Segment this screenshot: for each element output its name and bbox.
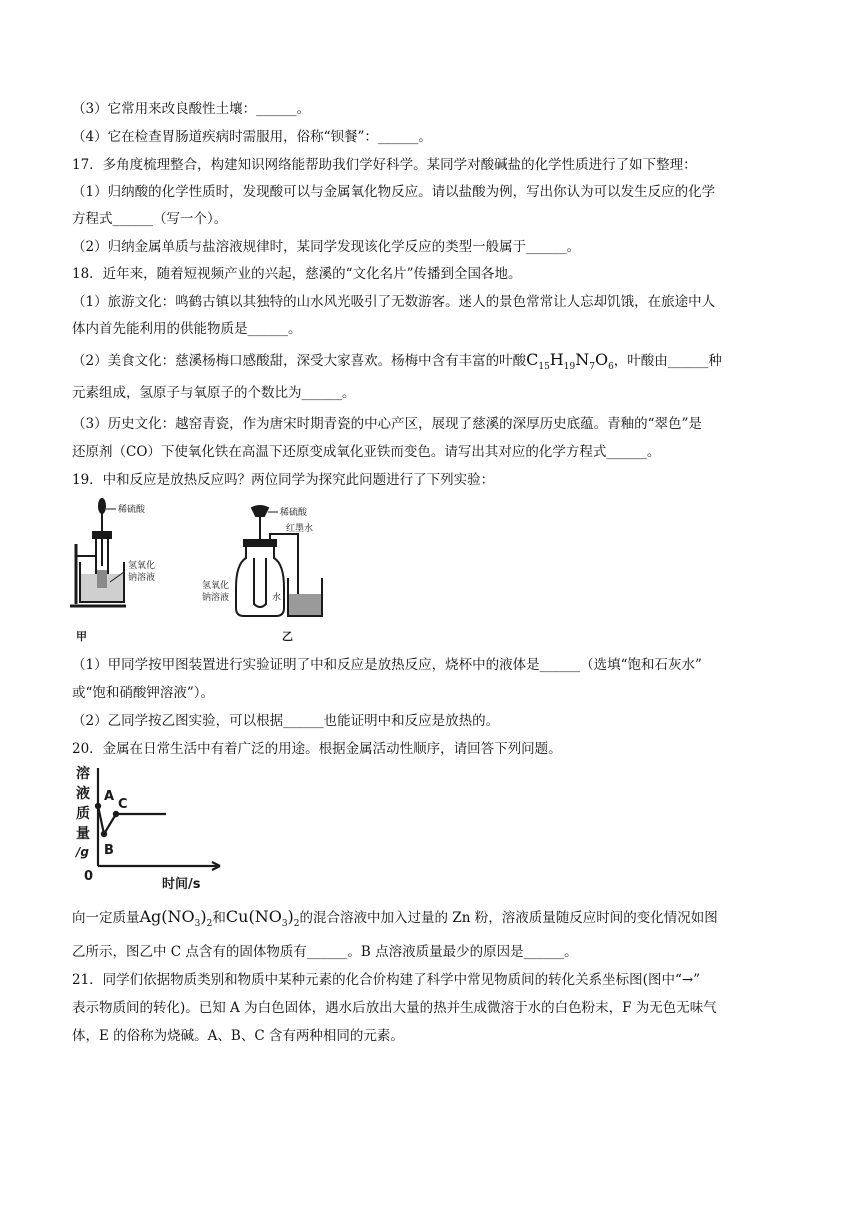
graph-label-b: B — [104, 843, 114, 858]
graph-y-label-1: 溶 — [76, 766, 90, 782]
cuno3-formula — [225, 907, 300, 930]
graph-point-b — [101, 831, 107, 837]
q20-text-b: 和 — [212, 910, 226, 926]
q18-part3-line1: （3）历史文化：越窑青瓷，作为唐宋时期青瓷的中心产区，展现了慈溪的深厚历史底蕴。青釉的“翠色”是 — [72, 416, 702, 432]
jia-caption: 甲 — [76, 630, 87, 642]
cuno3-open-paren: ( — [248, 907, 255, 926]
q17-part1-line2: 方程式______（写一个）。 — [72, 211, 228, 227]
q21-line1: 21．同学们依据物质类别和物质中某种元素的化合价构建了科学中常见物质间的转化关系坐标图(图中“→” — [72, 972, 701, 988]
q18-part1-line1: （1）旅游文化：鸣鹤古镇以其独特的山水风光吸引了无数游客。迷人的景色常常让人忘却饥饿，在旅途中人 — [72, 294, 716, 310]
q21-line2: 表示物质间的转化)。已知 A 为白色固体，遇水后放出大量的热并生成微溶于水的白色粉末，F 为无色无味气 — [72, 1000, 717, 1016]
graph-x-label: 时间/s — [162, 877, 201, 892]
q20-text-a: 向一定质量 — [72, 910, 140, 926]
cuno3-group: NO — [254, 907, 282, 926]
agno3-close-paren: ) — [200, 907, 207, 926]
formula-o-sub: 6 — [608, 362, 614, 373]
formula-n: N — [575, 350, 590, 369]
formula-h: H — [549, 350, 564, 369]
formula-n-sub: 7 — [589, 362, 595, 373]
formula-c-sub: 15 — [538, 362, 550, 373]
apparatus-yi-figure — [202, 504, 332, 642]
q19-part1-line2: 或“饱和硝酸钾溶液”）。 — [72, 685, 215, 701]
graph-label-a: A — [104, 789, 115, 804]
q17-stem: 17．多角度梳理整合，构建知识网络能帮助我们学好科学。某同学对酸碱盐的化学性质进行了如下整理： — [72, 157, 697, 173]
solution-mass-graph — [70, 762, 230, 892]
q20-body-line2: 乙所示，图乙中 C 点含有的固体物质有______。B 点溶液质量最少的原因是______。 — [72, 944, 578, 960]
q18-part2-text-a: （2）美食文化：慈溪杨梅口感酸甜，深受大家喜欢。杨梅中含有丰富的叶酸 — [72, 353, 527, 369]
yi-naoh-label-1: 氢氧化 — [202, 581, 230, 591]
graph-point-a — [95, 803, 101, 809]
graph-y-label-4: 量 — [76, 826, 90, 842]
q18-part2-line1 — [72, 351, 722, 376]
q18-part3-line2: 还原剂（CO）下使氧化铁在高温下还原变成氧化亚铁而变色。请写出其对应的化学方程式______。 — [72, 444, 661, 460]
cuno3-element: Cu — [225, 907, 249, 926]
q18-stem: 18．近年来，随着短视频产业的兴起，慈溪的“文化名片”传播到全国各地。 — [72, 266, 522, 282]
agno3-element: Ag — [139, 907, 162, 926]
graph-label-c: C — [118, 797, 128, 812]
graph-y-label-2: 液 — [76, 786, 90, 802]
graph-curve — [98, 806, 166, 834]
jia-naoh-label-2: 钠溶液 — [128, 573, 156, 583]
q19-stem: 19．中和反应是放热反应吗？两位同学为探究此问题进行了下列实验： — [72, 472, 495, 488]
q17-part2: （2）归纳金属单质与盐溶液规律时，某同学发现该化学反应的类型一般属于______。 — [72, 239, 581, 255]
cuno3-group-sub: 3 — [281, 919, 288, 930]
formula-c: C — [526, 350, 539, 369]
q17-part1-line1: （1）归纳酸的化学性质时，发现酸可以与金属氧化物反应。请以盐酸为例，写出你认为可以发生反应的化学 — [72, 184, 716, 200]
cuno3-close-paren: ) — [287, 907, 294, 926]
q20-body-line1 — [72, 908, 718, 933]
jia-naoh-label-1: 氢氧化 — [128, 561, 156, 571]
q16-part4: （4）它在检查胃肠道疾病时需服用，俗称“钡餐”：______。 — [72, 129, 432, 145]
yi-caption: 乙 — [282, 630, 293, 642]
agno3-formula — [139, 907, 213, 930]
q21-line3: 体，E 的俗称为烧碱。A、B、C 含有两种相同的元素。 — [72, 1028, 404, 1044]
apparatus-jia-figure — [66, 494, 176, 642]
graph-y-label-unit: /g — [76, 845, 89, 859]
graph-y-label-3: 质 — [76, 806, 90, 822]
folic-acid-formula — [526, 350, 614, 373]
q18-part2-text-b: ，叶酸由______种 — [613, 353, 722, 369]
yi-naoh-label-2: 钠溶液 — [202, 593, 230, 603]
q20-text-c: 的混合溶液中加入过量的 Zn 粉，溶液质量随反应时间的变化情况如图 — [299, 910, 718, 926]
agno3-group-sub: 3 — [194, 919, 201, 930]
yi-acid-label: 稀硫酸 — [280, 508, 308, 518]
q19-part2: （2）乙同学按乙图实验，可以根据______也能证明中和反应是放热的。 — [72, 713, 500, 729]
q19-part1-line1: （1）甲同学按甲图装置进行实验证明了中和反应是放热反应，烧杯中的液体是______（选填“饱和石灰水” — [72, 657, 702, 673]
agno3-sub: 2 — [206, 919, 213, 930]
yi-ink-label: 红墨水 — [286, 524, 314, 534]
agno3-group: NO — [167, 907, 195, 926]
agno3-open-paren: ( — [161, 907, 168, 926]
formula-o: O — [594, 350, 609, 369]
q18-part2-line2: 元素组成，氢原子与氧原子的个数比为______。 — [72, 385, 356, 401]
formula-h-sub: 19 — [563, 362, 576, 373]
q20-stem: 20．金属在日常生活中有着广泛的用途。根据金属活动性顺序，请回答下列问题。 — [72, 741, 562, 757]
graph-origin-label: 0 — [84, 869, 94, 884]
q16-part3: （3）它常用来改良酸性土壤：______。 — [72, 101, 311, 117]
cuno3-sub: 2 — [293, 919, 300, 930]
jia-acid-label: 稀硫酸 — [118, 505, 146, 515]
yi-water-label: 水 — [272, 593, 282, 603]
q18-part1-line2: 体内首先能利用的供能物质是______。 — [72, 321, 302, 337]
